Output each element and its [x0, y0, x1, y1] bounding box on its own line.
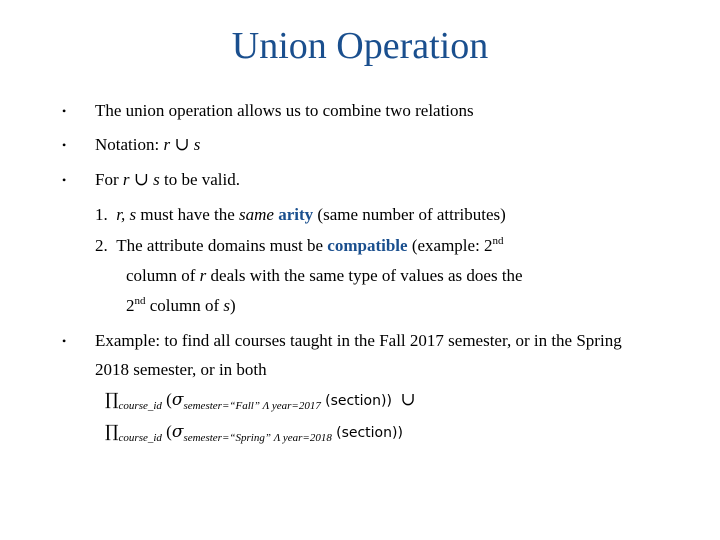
bullet-union-description: The union operation allows us to combine two relations — [95, 101, 474, 120]
condition-number: 1. — [95, 205, 108, 224]
bullet-example: Example: to find all courses taught in the Fall 2017 semester, or in the Spring — [95, 331, 622, 350]
ordinal-superscript: nd — [492, 235, 504, 247]
bullet-marker: • — [62, 334, 67, 348]
condition-text: (same number of attributes) — [313, 205, 506, 224]
bullet-example-line2: 2018 semester, or in both — [95, 360, 267, 379]
union-symbol: ∪ — [174, 134, 190, 155]
condition-text: ) — [230, 296, 236, 315]
condition-text: (example: 2 — [407, 236, 493, 255]
validity-suffix: to be valid. — [159, 170, 240, 189]
validity-r: r — [122, 170, 130, 189]
projection-attribute: course_id — [118, 400, 162, 412]
slide-title: Union Operation — [231, 25, 489, 67]
projection-symbol: ∏ — [105, 422, 119, 442]
selection-condition: semester=“Fall” Λ year=2017 — [183, 400, 321, 412]
condition-text: deals with the same type of values as does the — [206, 266, 523, 285]
formula-paren: ( — [161, 422, 172, 441]
union-symbol: ∪ — [133, 169, 149, 190]
condition-same: same — [239, 205, 274, 224]
relation-section: (section)) — [325, 393, 392, 409]
bullet-marker: • — [62, 138, 67, 152]
bullet-notation — [95, 134, 200, 156]
condition-arity — [95, 204, 506, 226]
condition-text: column of — [145, 296, 224, 315]
formula-paren: ( — [161, 390, 172, 409]
notation-s: s — [193, 135, 201, 154]
projection-attribute: course_id — [118, 432, 162, 444]
bullet-marker: • — [62, 173, 67, 187]
notation-label: Notation: — [95, 135, 164, 154]
projection-symbol: ∏ — [105, 390, 119, 410]
term-arity: arity — [278, 205, 314, 224]
selection-condition: semester=“Spring” Λ year=2018 — [183, 432, 332, 444]
formula-spring — [105, 421, 403, 445]
union-symbol: ∪ — [400, 389, 416, 410]
condition-text: The attribute domains must be — [116, 236, 328, 255]
condition-text: 2 — [126, 296, 135, 315]
validity-s: s — [153, 170, 160, 189]
bullet-validity — [95, 169, 240, 191]
relation-section: (section)) — [336, 425, 403, 441]
formula-fall — [105, 389, 416, 413]
selection-symbol: σ — [171, 390, 184, 410]
condition-s: s — [223, 296, 231, 315]
ordinal-superscript: nd — [134, 295, 146, 307]
condition-text: must have the — [136, 205, 240, 224]
condition-r: r — [199, 266, 207, 285]
condition-compatible-line3 — [126, 295, 236, 319]
condition-text: column of — [126, 266, 200, 285]
condition-compatible-line2 — [126, 265, 523, 287]
term-compatible: compatible — [327, 236, 408, 255]
condition-number: 2. — [95, 236, 108, 255]
notation-r: r — [163, 135, 171, 154]
condition-compatible — [95, 235, 504, 259]
validity-prefix: For — [95, 170, 123, 189]
bullet-marker: • — [62, 104, 67, 118]
condition-rs: r, s — [116, 205, 137, 224]
selection-symbol: σ — [171, 422, 184, 442]
